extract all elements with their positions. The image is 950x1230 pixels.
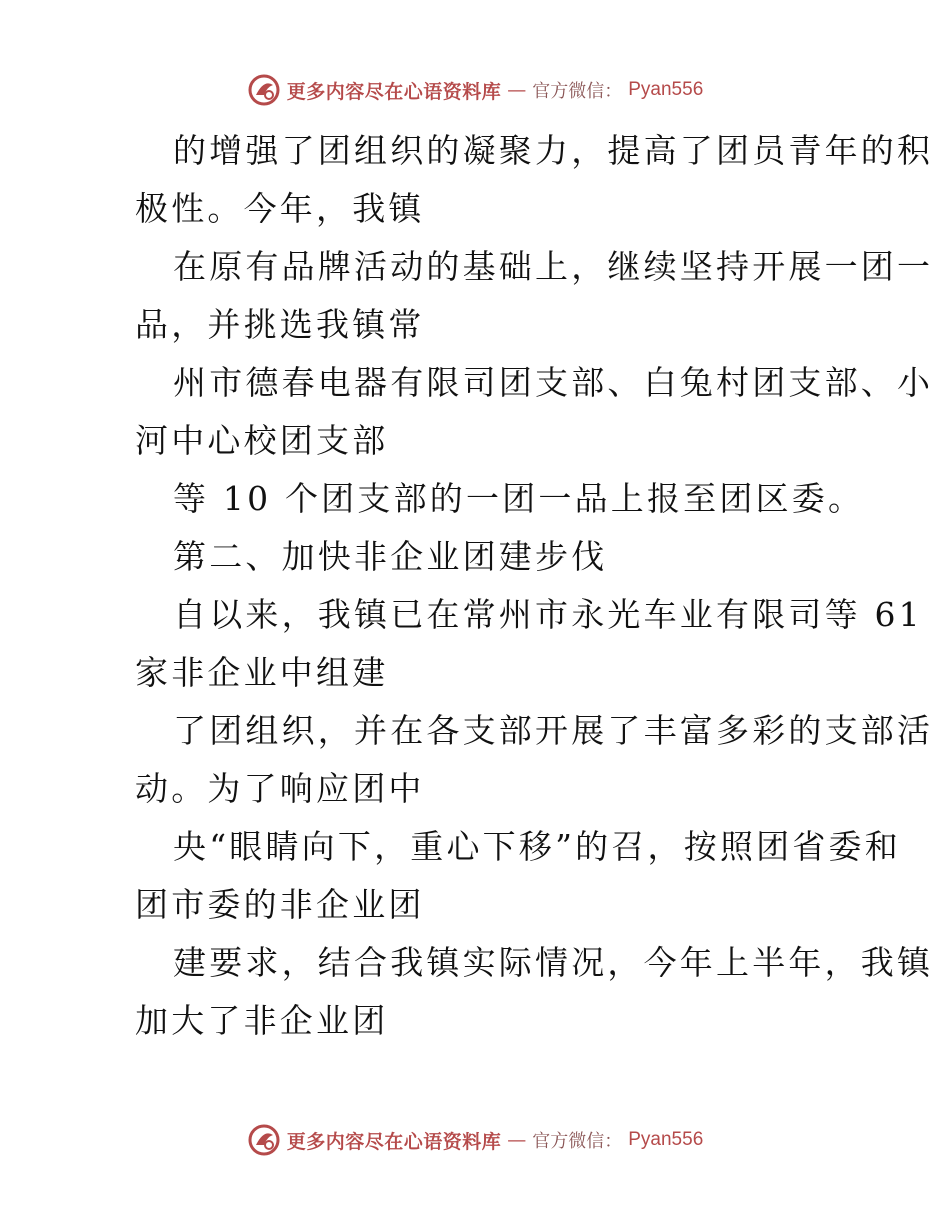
watermark-main-text: 更多内容尽在心语资料库 [286,1130,502,1153]
brand-logo-icon [247,1123,281,1157]
text-line: 建要求，结合我镇实际情况，今年上半年，我镇 [173,943,934,982]
paragraph [97,586,923,702]
paragraph [97,238,934,354]
text-line: 团市委的非企业团 [135,885,425,924]
text-line: 河中心校团支部 [135,421,389,460]
text-line: 了团组织，并在各支部开展了丰富多彩的支部活 [173,711,934,750]
document-body [97,122,934,1050]
watermark-id: Pyan556 [628,79,704,100]
paragraph [97,818,901,934]
paragraph [97,470,865,528]
text-line: 的增强了团组织的凝聚力，提高了团员青年的积 [173,131,934,170]
section-heading [97,528,857,586]
watermark-dash: — [507,1129,527,1151]
paragraph [97,702,934,818]
watermark-main-text: 更多内容尽在心语资料库 [286,80,502,103]
text-line: 自以来，我镇已在常州市永光车业有限司等 61 [173,595,923,634]
watermark-sub-text: 官方微信： [532,81,623,102]
text-line: 第二、加快非企业团建步伐 [173,537,608,576]
paragraph [97,122,934,238]
brand-logo-icon [247,73,281,107]
text-line: 在原有品牌活动的基础上，继续坚持开展一团一 [173,247,934,286]
footer-watermark [0,1122,950,1158]
text-line: 州市德春电器有限司团支部、白兔村团支部、小 [173,363,934,402]
text-line: 动。为了响应团中 [135,769,425,808]
text-line: 品，并挑选我镇常 [135,305,425,344]
watermark-id: Pyan556 [628,1129,704,1150]
text-line: 极性。今年，我镇 [135,189,425,228]
watermark-dash: — [507,79,527,101]
text-line: 家非企业中组建 [135,653,389,692]
text-line: 加大了非企业团 [135,1001,389,1040]
text-line: 等 10 个团支部的一团一品上报至团区委。 [173,479,865,518]
paragraph [97,354,934,470]
text-line: 央“眼睛向下，重心下移”的召，按照团省委和 [173,827,901,866]
header-watermark [0,72,950,108]
paragraph [97,934,934,1050]
watermark-sub-text: 官方微信： [532,1131,623,1152]
